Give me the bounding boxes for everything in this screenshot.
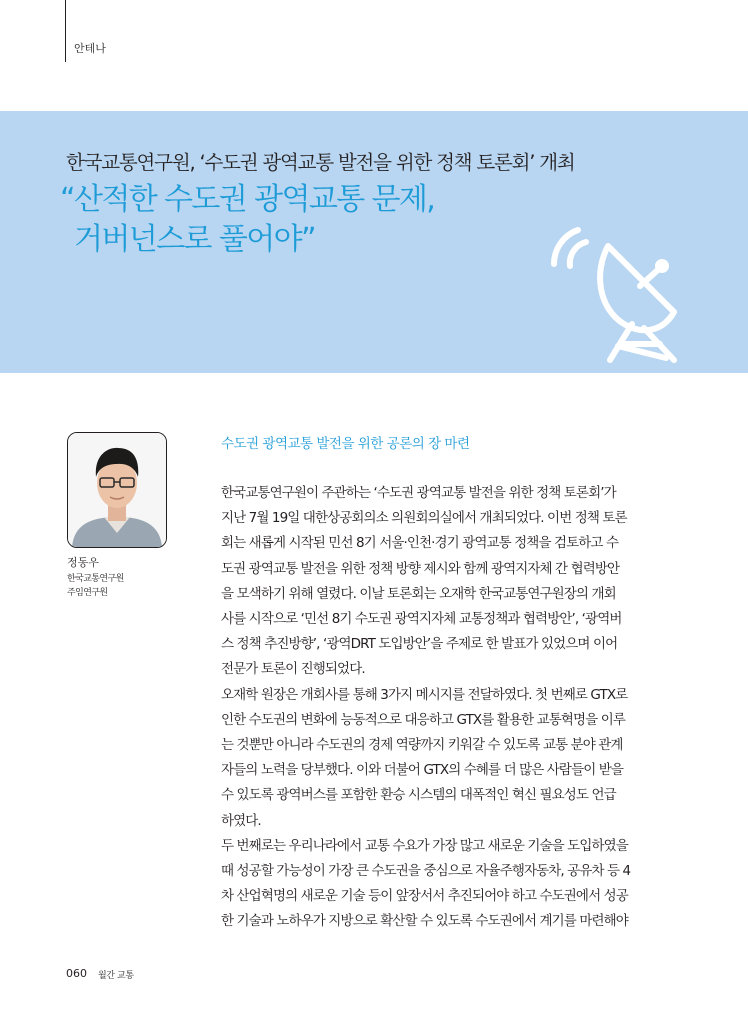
- article-headline: [60, 180, 434, 260]
- body-line: 때 성공할 가능성이 가장 큰 수도권을 중심으로 자율주행자동차, 공유차 등 4: [221, 863, 631, 880]
- body-line: 두 번째로는 우리나라에서 교통 수요가 가장 많고 새로운 기술을 도입하였을: [221, 837, 628, 854]
- body-line: 지난 7월 19일 대한상공회의소 의원회의실에서 개최되었다. 이번 정책 토론: [221, 510, 627, 527]
- body-line: 인한 수도권의 변화에 능동적으로 대응하고 GTX를 활용한 교통혁명을 이루: [221, 711, 625, 728]
- body-line: 사를 시작으로 ‘민선 8기 수도권 광역지자체 교통정책과 협력방안’, ‘광역버: [221, 611, 622, 628]
- body-line: 한국교통연구원이 주관하는 ‘수도권 광역교통 발전을 위한 정책 토론회’가: [221, 485, 616, 501]
- body-line: 전문가 토론이 진행되었다.: [221, 661, 365, 678]
- magazine-name: 월간 교통: [98, 971, 134, 981]
- body-line: 오재학 원장은 개회사를 통해 3가지 메시지를 전달하였다. 첫 번째로 GTX로: [221, 686, 628, 703]
- article-kicker: 한국교통연구원, ‘수도권 광역교통 발전을 위한 정책 토론회’ 개최: [66, 151, 575, 174]
- body-line: 자들의 노력을 당부했다. 이와 더불어 GTX의 수혜를 더 많은 사람들이 받을: [221, 762, 624, 779]
- author-title: 주임연구원: [67, 588, 108, 598]
- satellite-dish-icon: [548, 212, 684, 364]
- article-subhead: 수도권 광역교통 발전을 위한 공론의 장 마련: [221, 436, 470, 452]
- body-line: 는 것뿐만 아니라 수도권의 경제 역량까지 키워갈 수 있도록 교통 분야 관계: [221, 737, 623, 754]
- body-line: 을 모색하기 위해 열렸다. 이날 토론회는 오재학 한국교통연구원장의 개회: [221, 585, 616, 602]
- body-line: 스 정책 추진방향’, ‘광역DRT 도입방안’을 주제로 한 발표가 있었으며 이어: [221, 636, 618, 653]
- section-label: 안테나: [74, 42, 106, 55]
- article-body: [221, 481, 661, 935]
- author-name: 정동우: [67, 556, 99, 569]
- body-line: 수 있도록 광역버스를 포함한 환승 시스템의 대폭적인 혁신 필요성도 언급: [221, 787, 616, 804]
- page-number: 060: [66, 967, 87, 980]
- headline-line-2: 거버넌스로 풀어야”: [74, 222, 315, 257]
- body-line: 도권 광역교통 발전을 위한 정책 방향 제시와 함께 광역지자체 간 협력방안: [221, 560, 620, 577]
- author-photo: [67, 432, 167, 548]
- headline-line-1: “산적한 수도권 광역교통 문제,: [60, 182, 435, 217]
- author-org: 한국교통연구원: [67, 574, 124, 584]
- body-line: 하였다.: [221, 812, 261, 829]
- body-line: 한 기술과 노하우가 지방으로 확산할 수 있도록 수도권에서 계기를 마련해야: [221, 913, 628, 930]
- body-line: 차 산업혁명의 새로운 기술 등이 앞장서서 추진되어야 하고 수도권에서 성공: [221, 888, 628, 905]
- section-divider: [65, 0, 66, 62]
- body-line: 회는 새롭게 시작된 민선 8기 서울·인천·경기 광역교통 정책을 검토하고 수: [221, 535, 619, 552]
